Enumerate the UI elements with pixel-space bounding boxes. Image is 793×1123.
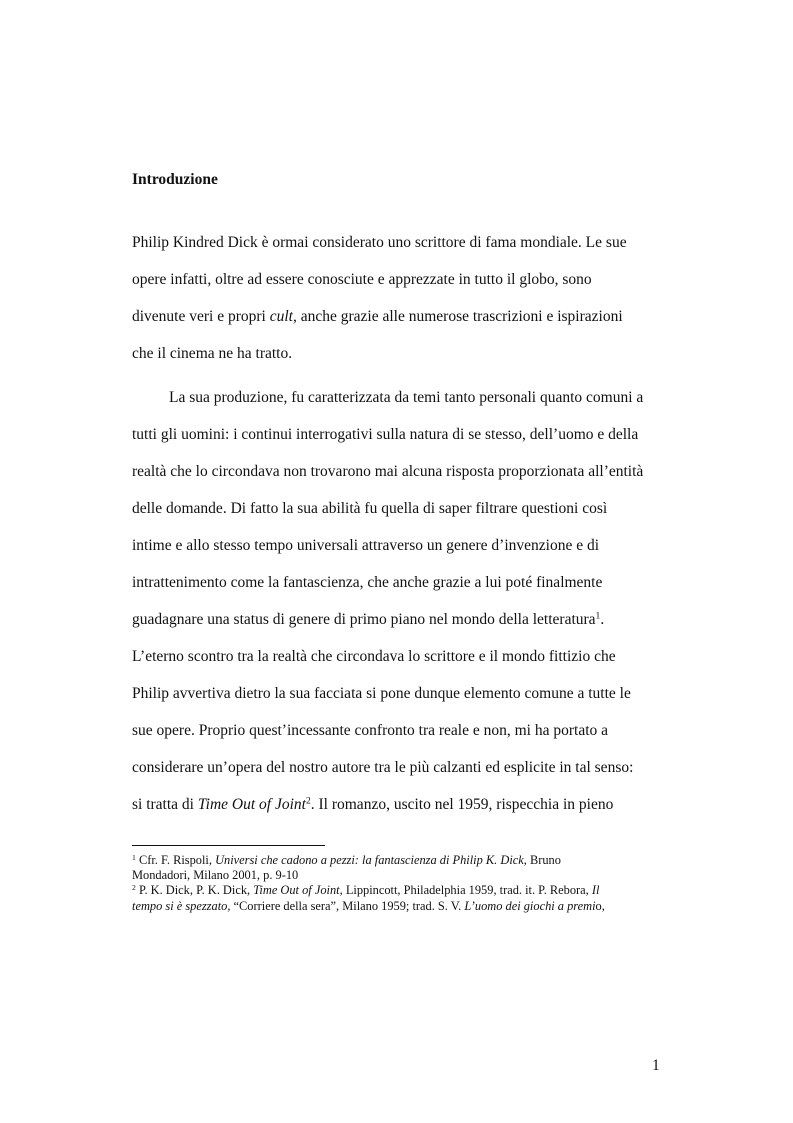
italic-title: Time Out of Joint, — [253, 883, 343, 897]
footnote-ref-1: 1 — [595, 610, 601, 622]
italic-title: Il — [591, 883, 600, 897]
text-span: . Il romanzo, uscito nel 1959, rispecchia in pieno — [310, 796, 614, 813]
italic-title: tempo si è spezzato, — [132, 899, 231, 913]
text-line: opere infatti, oltre ad essere conosciute e apprezzate in tutto il globo, sono — [132, 271, 592, 288]
italic-title: Universi che cadono a pezzi: la fantascienza di Philip K. Dick — [215, 853, 524, 867]
text-span: anche grazie alle numerose trascrizioni e ispirazioni — [296, 308, 623, 325]
text-span: . — [600, 611, 605, 628]
text-line: sue opere. Proprio quest’incessante confronto tra reale e non, mi ha portato a — [132, 722, 609, 739]
text-line — [132, 307, 623, 327]
text-span: divenute veri e propri — [132, 308, 270, 325]
text-line: intrattenimento come la fantascienza, che anche grazie a lui poté finalmente — [132, 574, 603, 591]
text-span: o, — [595, 899, 605, 913]
text-span: , Bruno — [523, 853, 561, 867]
text-line — [132, 610, 604, 630]
text-line: considerare un’opera del nostro autore tra le più calzanti ed esplicite in tal senso: — [132, 759, 634, 776]
text-line: La sua produzione, fu caratterizzata da temi tanto personali quanto comuni a — [169, 389, 644, 406]
footnote-1-line-2: Mondadori, Milano 2001, p. 9-10 — [132, 868, 299, 882]
text-line: intime e allo stesso tempo universali attraverso un genere d’invenzione e di — [132, 537, 600, 554]
footnote-mark: 1 — [132, 852, 136, 862]
footnote-2-line-2 — [132, 899, 605, 914]
footnote-1 — [132, 853, 561, 868]
text-span: Lippincott, Philadelphia 1959, trad. it. P. Rebora, — [342, 883, 592, 897]
text-line: L’eterno scontro tra la realtà che circondava lo scrittore e il mondo fittizio che — [132, 648, 616, 665]
footnote-separator — [132, 845, 325, 846]
text-line: Philip avvertiva dietro la sua facciata si pone dunque elemento comune a tutte le — [132, 685, 631, 702]
text-line — [132, 795, 613, 815]
text-line: delle domande. Di fatto la sua abilità fu quella di saper filtrare questioni così — [132, 500, 608, 517]
footnote-mark: 2 — [132, 882, 136, 892]
text-span: guadagnare una status di genere di primo piano nel mondo della letteratura — [132, 611, 596, 628]
footnote-2 — [132, 883, 599, 898]
page-number: 1 — [652, 1057, 660, 1074]
text-line: realtà che lo circondava non trovarono mai alcuna risposta proporzionata all’entità — [132, 463, 644, 480]
text-span: P. K. Dick, P. K. Dick, — [135, 883, 254, 897]
italic-term: cult, — [269, 308, 297, 325]
text-line: che il cinema ne ha tratto. — [132, 345, 293, 362]
italic-title: Time Out of Joint — [197, 796, 306, 813]
text-line: Philip Kindred Dick è ormai considerato uno scrittore di fama mondiale. Le sue — [132, 234, 627, 251]
italic-title: L’uomo dei giochi a premi — [464, 899, 596, 913]
text-span: Cfr. F. Rispoli, — [135, 853, 216, 867]
text-line: tutti gli uomini: i continui interrogativi sulla natura di se stesso, dell’uomo e della — [132, 426, 639, 443]
text-span: si tratta di — [132, 796, 198, 813]
text-span: “Corriere della sera”, Milano 1959; trad. S. V. — [230, 899, 465, 913]
section-heading: Introduzione — [132, 171, 218, 188]
footnote-ref-2: 2 — [305, 795, 311, 807]
